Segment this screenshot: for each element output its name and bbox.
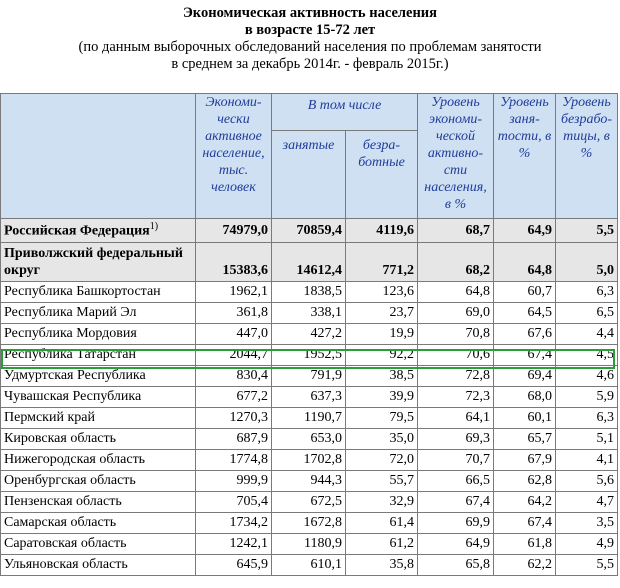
cell: 14612,4: [272, 243, 346, 282]
cell: 64,5: [494, 303, 556, 324]
cell: 69,0: [418, 303, 494, 324]
row-name: Чувашская Республика: [1, 387, 196, 408]
cell: 32,9: [346, 492, 418, 513]
row-name: Приволжский федеральный округ: [1, 243, 196, 282]
cell: 5,0: [556, 243, 618, 282]
cell: 771,2: [346, 243, 418, 282]
cell: 72,3: [418, 387, 494, 408]
row-name: Кировская область: [1, 429, 196, 450]
cell: 1774,8: [196, 450, 272, 471]
cell: 64,9: [494, 219, 556, 243]
cell: 1838,5: [272, 282, 346, 303]
row-name: Оренбургская область: [1, 471, 196, 492]
cell: 6,3: [556, 408, 618, 429]
table-row: [1, 387, 618, 408]
cell: 830,4: [196, 366, 272, 387]
cell: 1672,8: [272, 513, 346, 534]
cell: 35,0: [346, 429, 418, 450]
row-name: Саратовская область: [1, 534, 196, 555]
cell: 672,5: [272, 492, 346, 513]
cell: 610,1: [272, 555, 346, 576]
cell: 38,5: [346, 366, 418, 387]
cell: 64,8: [418, 282, 494, 303]
cell: 64,9: [418, 534, 494, 555]
row-name: Республика Мордовия: [1, 324, 196, 345]
region-rows: [1, 282, 618, 576]
cell: 64,8: [494, 243, 556, 282]
cell: 4,6: [556, 366, 618, 387]
cell: 66,5: [418, 471, 494, 492]
cell: 67,9: [494, 450, 556, 471]
cell: 5,5: [556, 219, 618, 243]
cell: 4,9: [556, 534, 618, 555]
cell: 65,8: [418, 555, 494, 576]
table-row: [1, 324, 618, 345]
cell: 6,3: [556, 282, 618, 303]
table-row: [1, 492, 618, 513]
cell: 72,0: [346, 450, 418, 471]
cell: 637,3: [272, 387, 346, 408]
table-row: [1, 366, 618, 387]
cell: 5,5: [556, 555, 618, 576]
cell: 64,2: [494, 492, 556, 513]
title-line-3: (по данным выборочных обследований населения по проблемам занятости: [78, 39, 542, 55]
row-name: Республика Марий Эл: [1, 303, 196, 324]
cell: 4,4: [556, 324, 618, 345]
cell: 69,9: [418, 513, 494, 534]
cell: 4119,6: [346, 219, 418, 243]
row-russian-federation: [1, 219, 618, 243]
cell: 39,9: [346, 387, 418, 408]
cell: 61,4: [346, 513, 418, 534]
row-name: Пензенская область: [1, 492, 196, 513]
cell: 35,8: [346, 555, 418, 576]
cell: 70859,4: [272, 219, 346, 243]
cell: 69,3: [418, 429, 494, 450]
cell: 1952,5: [272, 345, 346, 366]
cell: 944,3: [272, 471, 346, 492]
cell: 69,4: [494, 366, 556, 387]
cell: 427,2: [272, 324, 346, 345]
cell: 68,7: [418, 219, 494, 243]
cell: 791,9: [272, 366, 346, 387]
table-row: [1, 534, 618, 555]
cell: 123,6: [346, 282, 418, 303]
cell: 67,4: [418, 492, 494, 513]
title-line-4: в среднем за декабрь 2014г. - февраль 2015г.): [171, 56, 449, 72]
row-name: Удмуртская Республика: [1, 366, 196, 387]
row-name: Нижегородская область: [1, 450, 196, 471]
row-name: Самарская область: [1, 513, 196, 534]
table-row: [1, 408, 618, 429]
col-header-unemployment-level: Уровень безрабо-тицы, в %: [556, 94, 618, 219]
table-row: [1, 450, 618, 471]
cell: 62,8: [494, 471, 556, 492]
cell: 19,9: [346, 324, 418, 345]
cell: 999,9: [196, 471, 272, 492]
cell: 67,6: [494, 324, 556, 345]
cell: 61,8: [494, 534, 556, 555]
table-row: [1, 303, 618, 324]
row-name: Российская Федерация$^{1)}$: [1, 219, 196, 243]
cell: 67,4: [494, 345, 556, 366]
cell: 338,1: [272, 303, 346, 324]
cell: 23,7: [346, 303, 418, 324]
col-header-activity-level: Уровень экономи-ческой активно-сти населения, в %: [418, 94, 494, 219]
row-name: Республика Татарстан: [1, 345, 196, 366]
cell: 64,1: [418, 408, 494, 429]
col-header-econ-active: Экономи-чески активное население, тыс. человек: [196, 94, 272, 219]
cell: 1180,9: [272, 534, 346, 555]
cell: 4,1: [556, 450, 618, 471]
cell: 705,4: [196, 492, 272, 513]
table-row: [1, 282, 618, 303]
cell: 1190,7: [272, 408, 346, 429]
cell: 1702,8: [272, 450, 346, 471]
title-line-2: в возрасте 15-72 лет: [244, 22, 376, 38]
cell: 74979,0: [196, 219, 272, 243]
cell: 5,6: [556, 471, 618, 492]
cell: 5,9: [556, 387, 618, 408]
cell: 677,2: [196, 387, 272, 408]
cell: 55,7: [346, 471, 418, 492]
col-header-employment-level: Уровень заня-тости, в %: [494, 94, 556, 219]
row-name: Ульяновская область: [1, 555, 196, 576]
cell: 67,4: [494, 513, 556, 534]
cell: 2044,7: [196, 345, 272, 366]
cell: 70,6: [418, 345, 494, 366]
table-row: [1, 471, 618, 492]
cell: 60,7: [494, 282, 556, 303]
row-volga-federal-district: [1, 243, 618, 282]
cell: 3,5: [556, 513, 618, 534]
cell: 65,7: [494, 429, 556, 450]
cell: 62,2: [494, 555, 556, 576]
cell: 1734,2: [196, 513, 272, 534]
cell: 70,7: [418, 450, 494, 471]
cell: 447,0: [196, 324, 272, 345]
cell: 4,7: [556, 492, 618, 513]
cell: 1962,1: [196, 282, 272, 303]
document-title: [0, 0, 620, 73]
cell: 79,5: [346, 408, 418, 429]
cell: 4,5: [556, 345, 618, 366]
cell: 68,2: [418, 243, 494, 282]
cell: 61,2: [346, 534, 418, 555]
table-row: [1, 429, 618, 450]
row-name: Пермский край: [1, 408, 196, 429]
header-corner: [1, 94, 196, 219]
statistics-table: [0, 93, 618, 576]
col-header-incl: В том числе: [272, 94, 418, 131]
row-name: Республика Башкортостан: [1, 282, 196, 303]
cell: 15383,6: [196, 243, 272, 282]
col-header-unemployed: безра-ботные: [346, 131, 418, 219]
cell: 5,1: [556, 429, 618, 450]
footnote-mark: 1): [149, 221, 159, 233]
cell: 92,2: [346, 345, 418, 366]
cell: 68,0: [494, 387, 556, 408]
cell: 60,1: [494, 408, 556, 429]
title-line-1: Экономическая активность населения: [182, 5, 438, 21]
cell: 70,8: [418, 324, 494, 345]
cell: 72,8: [418, 366, 494, 387]
table-row: [1, 555, 618, 576]
cell: 1242,1: [196, 534, 272, 555]
cell: 687,9: [196, 429, 272, 450]
table-row: [1, 345, 618, 366]
cell: 1270,3: [196, 408, 272, 429]
cell: 653,0: [272, 429, 346, 450]
cell: 6,5: [556, 303, 618, 324]
table-row: [1, 513, 618, 534]
col-header-employed: занятые: [272, 131, 346, 219]
cell: 645,9: [196, 555, 272, 576]
cell: 361,8: [196, 303, 272, 324]
